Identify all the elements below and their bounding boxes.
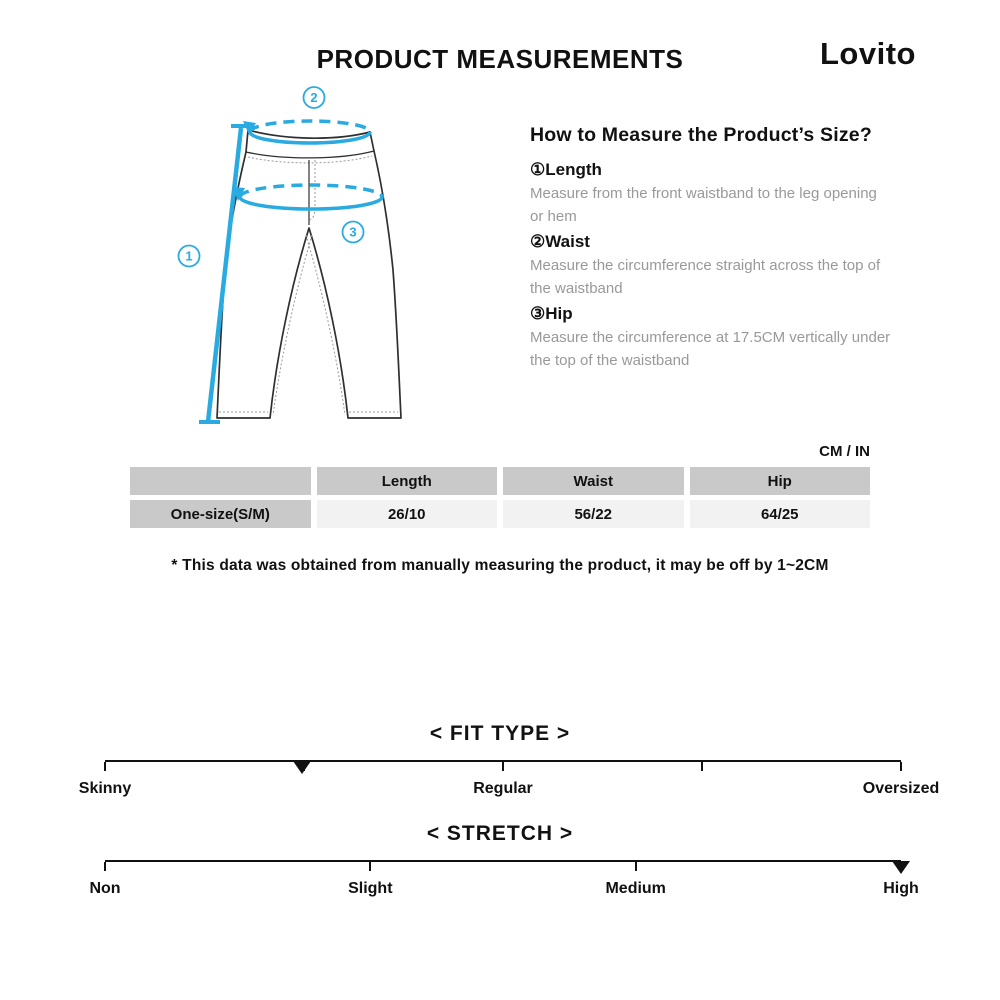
brand-logo: Lovito (820, 36, 916, 71)
stretch-labels (89, 880, 919, 900)
table-header-hip: Hip (690, 467, 871, 495)
measure-item-length (530, 158, 892, 228)
item-description: Measure the circumference straight across the top of the waistband (530, 257, 881, 297)
table-header-size (130, 467, 311, 495)
scale-tick (900, 762, 902, 771)
size-table (130, 467, 870, 528)
fit-type-labels (78, 780, 940, 800)
table-header-length: Length (317, 467, 498, 495)
svg-text:3: 3 (349, 224, 357, 240)
stretch-heading: < STRETCH > (426, 822, 574, 845)
scale-tick (502, 762, 504, 771)
fit-type-marker (293, 761, 311, 774)
table-cell-length: 26/10 (317, 500, 498, 528)
svg-text:2: 2 (310, 90, 318, 105)
fit-label-oversized: Oversized (862, 780, 940, 797)
scale-tick (104, 762, 106, 771)
stretch-label-high: High (883, 880, 919, 897)
fit-type-scale (105, 760, 901, 772)
stretch-label-slight: Slight (348, 880, 393, 897)
item-number: ① (530, 160, 546, 179)
fit-label-regular: Regular (473, 780, 533, 797)
stretch-label-medium: Medium (605, 880, 666, 897)
table-header-waist: Waist (503, 467, 684, 495)
item-description: Measure the circumference at 17.5CM vertically under the top of the waistband (530, 329, 891, 369)
page-title: PRODUCT MEASUREMENTS (316, 44, 684, 74)
scale-tick (104, 862, 106, 871)
how-to-measure-section (530, 124, 892, 374)
stretch-label-non: Non (89, 880, 121, 897)
pants-measurement-diagram (160, 85, 500, 435)
table-cell-hip: 64/25 (690, 500, 871, 528)
circled-number-length (179, 246, 200, 267)
fit-label-skinny: Skinny (78, 780, 132, 797)
stretch-marker (892, 861, 910, 874)
table-cell-size: One-size(S/M) (130, 500, 311, 528)
item-name-label: Length (545, 160, 602, 179)
measure-item-waist (530, 230, 892, 300)
item-number: ② (530, 232, 546, 251)
item-description: Measure from the front waistband to the leg opening or hem (530, 185, 877, 225)
fit-type-heading: < FIT TYPE > (429, 722, 571, 745)
scale-tick (701, 762, 703, 771)
circled-number-waist (304, 87, 325, 108)
svg-text:1: 1 (185, 248, 193, 264)
item-number: ③ (530, 304, 546, 323)
item-name-label: Hip (545, 304, 573, 323)
item-name-label: Waist (545, 232, 590, 251)
measurement-disclaimer: * This data was obtained from manually measuring the product, it may be off by 1~2CM (171, 557, 829, 574)
unit-label: CM / IN (819, 443, 870, 460)
measure-item-hip (530, 302, 892, 372)
table-cell-waist: 56/22 (503, 500, 684, 528)
scale-tick (369, 862, 371, 871)
circled-number-hip (343, 222, 364, 243)
stretch-scale (105, 860, 901, 872)
scale-tick (635, 862, 637, 871)
how-to-heading: How to Measure the Product’s Size? (530, 124, 872, 146)
